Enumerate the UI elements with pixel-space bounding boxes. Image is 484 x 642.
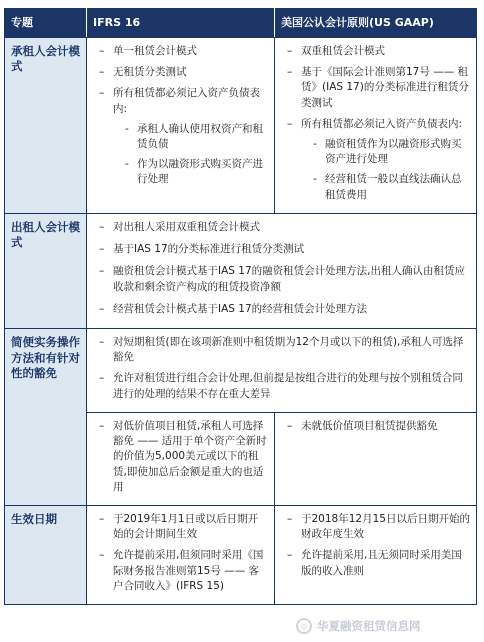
- list-item: – 允许对租赁进行组合会计处理,但前提是按组合进行的处理与按个别租赁合同进行的处理的结果不存在重大差异: [93, 371, 470, 401]
- list-item: – 未就低价值项目租赁提供豁免: [281, 419, 470, 434]
- sub-list-item: - 经营租赁一般以直线法确认总租赁费用: [301, 172, 470, 202]
- list-item: [93, 86, 268, 187]
- comparison-table: [4, 8, 477, 605]
- list-item: – 双重租赁会计模式: [281, 44, 470, 59]
- header-row: [5, 9, 477, 38]
- list-item: – 允许提前采用,且无须同时采用美国版的收入准则: [281, 548, 470, 578]
- sub-list-item: - 作为以融资形式购买资产进行处理: [113, 157, 268, 187]
- list-item: – 于2019年1月1日或以后日期开始的会计期间生效: [93, 512, 268, 542]
- sub-list-item: - 承租人确认使用权资产和租赁负债: [113, 122, 268, 152]
- header-topic: 专题: [5, 9, 87, 38]
- row-practical-common: [5, 329, 477, 413]
- effective-ifrs-cell: [87, 505, 275, 604]
- list-item: – 于2018年12月15日以后日期开始的财政年度生效: [281, 512, 470, 542]
- list-item: – 基于《国际会计准则第17号 —— 租赁》(IAS 17)的分类标准进行租赁分类测试: [281, 65, 470, 111]
- topic-effective: 生效日期: [5, 505, 87, 604]
- lessee-gaap-cell: [275, 37, 477, 213]
- header-gaap: 美国公认会计原则(US GAAP): [275, 9, 477, 38]
- row-effective: [5, 505, 477, 604]
- sub-list-item: - 融资租赁作为以融资形式购买资产进行处理: [301, 137, 470, 167]
- effective-gaap-cell: [275, 505, 477, 604]
- list-item: – 单一租赁会计模式: [93, 44, 268, 59]
- list-item: – 经营租赁会计模式基于IAS 17的经营租赁会计处理方法: [93, 302, 470, 317]
- topic-practical: 简便实务操作方法和有针对性的豁免: [5, 329, 87, 506]
- practical-ifrs-cell: [87, 412, 275, 505]
- list-item: – 无租赁分类测试: [93, 65, 268, 80]
- row-lessee: [5, 37, 477, 213]
- watermark: [296, 618, 421, 635]
- practical-common-cell: [87, 329, 477, 413]
- topic-lessee: 承租人会计模式: [5, 37, 87, 213]
- row-lessor: [5, 213, 477, 328]
- list-item: – 基于IAS 17的分类标准进行租赁分类测试: [93, 242, 470, 257]
- practical-gaap-cell: [275, 412, 477, 505]
- list-item: – 融资租赁会计模式基于IAS 17的融资租赁会计处理方法,出租人确认由租赁应收款和剩余资产构成的租赁投资净额: [93, 264, 470, 294]
- list-item: – 允许提前采用,但须同时采用《国际财务报告准则第15号 —— 客户合同收入》(IFRS 15): [93, 548, 268, 594]
- list-item: – 对短期租赁(即在该项新准则中租赁期为12个月或以下的租赁),承租人可选择豁免: [93, 335, 470, 365]
- lessor-cell: [87, 213, 477, 328]
- list-item-text: 所有租赁都必须记入资产负债表内:: [113, 87, 260, 115]
- list-item: [281, 117, 470, 203]
- lessee-ifrs-cell: [87, 37, 275, 213]
- list-item-text: 所有租赁都必须记入资产负债表内:: [301, 117, 463, 130]
- list-item: – 对低价值项目租赁,承租人可选择豁免 —— 适用于单个资产全新时的价值为5,000美元或以下的租赁,即使加总后金额是重大的也适用: [93, 419, 268, 495]
- watermark-text: 华夏融资租赁信息网: [317, 619, 421, 633]
- list-item: – 对出租人采用双重租赁会计模式: [93, 220, 470, 235]
- header-ifrs: IFRS 16: [87, 9, 275, 38]
- watermark-logo-icon: ◎: [296, 618, 312, 634]
- topic-lessor: 出租人会计模式: [5, 213, 87, 328]
